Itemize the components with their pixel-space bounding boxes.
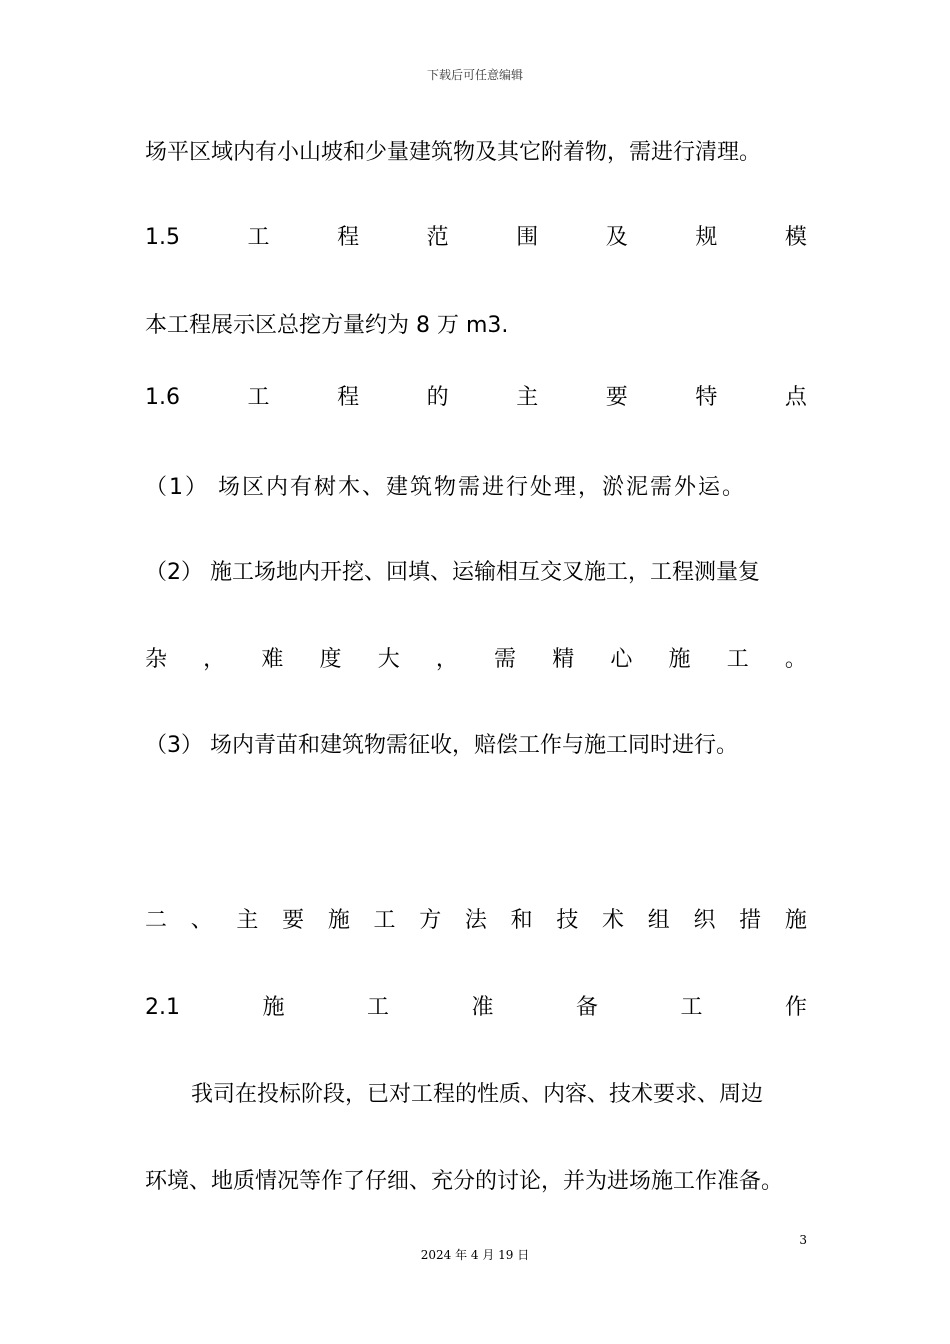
- spaced-text-segment: 点: [784, 385, 807, 410]
- spaced-text-segment: 工: [247, 225, 270, 250]
- heading-2-1: [145, 993, 807, 1023]
- list-item-3: （3） 场内青苗和建筑物需征收，赔偿工作与施工同时进行。: [145, 733, 738, 758]
- spaced-text-segment: 要: [605, 385, 628, 410]
- spaced-text-segment: 方: [419, 908, 442, 933]
- spaced-text-segment: ，: [435, 647, 458, 672]
- spaced-text-segment: 措: [739, 908, 762, 933]
- spaced-text-segment: 范: [426, 225, 449, 250]
- spaced-text-segment: 围: [516, 225, 539, 250]
- spaced-text-segment: 工: [366, 995, 389, 1020]
- spaced-text-segment: 2.1: [145, 995, 180, 1020]
- spaced-text-segment: 需: [494, 647, 517, 672]
- spaced-text-segment: 及: [605, 225, 628, 250]
- spaced-text-segment: 准: [471, 995, 494, 1020]
- spaced-text-segment: 术: [602, 908, 625, 933]
- heading-section-2: [145, 906, 807, 936]
- spaced-text-segment: 施: [668, 647, 691, 672]
- spaced-text-segment: 心: [610, 647, 633, 672]
- list-item-2-line-1: （2） 施工场地内开挖、回填、运输相互交叉施工，工程测量复: [145, 560, 760, 585]
- spaced-text-segment: 程: [337, 385, 360, 410]
- spaced-text-segment: 工: [680, 995, 703, 1020]
- spaced-text-segment: 工: [726, 647, 749, 672]
- spaced-text-segment: 技: [556, 908, 579, 933]
- spaced-text-segment: 施: [327, 908, 350, 933]
- page-footer-date: 2024 年 4 月 19 日: [420, 1248, 530, 1262]
- spaced-text-segment: 杂: [145, 647, 168, 672]
- spaced-text-segment: 织: [693, 908, 716, 933]
- spaced-text-segment: 1.5: [145, 225, 180, 250]
- spaced-text-segment: 要: [282, 908, 305, 933]
- paragraph-preparation-line-1: 我司在投标阶段，已对工程的性质、内容、技术要求、周边: [191, 1082, 764, 1107]
- spaced-text-segment: 规: [695, 225, 718, 250]
- list-item-2-line-2: [145, 645, 807, 675]
- spaced-text-segment: 和: [510, 908, 533, 933]
- spaced-text-segment: 难: [261, 647, 284, 672]
- paragraph-preparation-line-2: 环境、地质情况等作了仔细、充分的讨论，并为进场施工作准备。: [145, 1169, 784, 1194]
- paragraph-excavation-volume: 本工程展示区总挖方量约为 8 万 m3.: [145, 313, 509, 338]
- heading-1-6: [145, 383, 807, 413]
- spaced-text-segment: 工: [373, 908, 396, 933]
- page-number: 3: [799, 1233, 807, 1247]
- spaced-text-segment: 组: [647, 908, 670, 933]
- spaced-text-segment: 施: [262, 995, 285, 1020]
- list-item-1: （1） 场区内有树木、建筑物需进行处理，淤泥需外运。: [145, 475, 746, 500]
- spaced-text-segment: 。: [784, 647, 807, 672]
- spaced-text-segment: 主: [236, 908, 259, 933]
- spaced-text-segment: 工: [247, 385, 270, 410]
- spaced-text-segment: 、: [190, 908, 213, 933]
- heading-1-5: [145, 223, 807, 253]
- spaced-text-segment: 精: [552, 647, 575, 672]
- page-header: 下载后可任意编辑: [426, 68, 523, 82]
- spaced-text-segment: 1.6: [145, 385, 180, 410]
- spaced-text-segment: 特: [695, 385, 718, 410]
- spaced-text-segment: 法: [464, 908, 487, 933]
- spaced-text-segment: 备: [575, 995, 598, 1020]
- spaced-text-segment: 主: [516, 385, 539, 410]
- paragraph-site-clearing: 场平区域内有小山坡和少量建筑物及其它附着物，需进行清理。: [145, 140, 762, 165]
- spaced-text-segment: 的: [426, 385, 449, 410]
- spaced-text-segment: 度: [319, 647, 342, 672]
- spaced-text-segment: 施: [784, 908, 807, 933]
- spaced-text-segment: 大: [377, 647, 400, 672]
- spaced-text-segment: 模: [784, 225, 807, 250]
- spaced-text-segment: ，: [203, 647, 226, 672]
- spaced-text-segment: 作: [784, 995, 807, 1020]
- spaced-text-segment: 程: [337, 225, 360, 250]
- spaced-text-segment: 二: [145, 908, 168, 933]
